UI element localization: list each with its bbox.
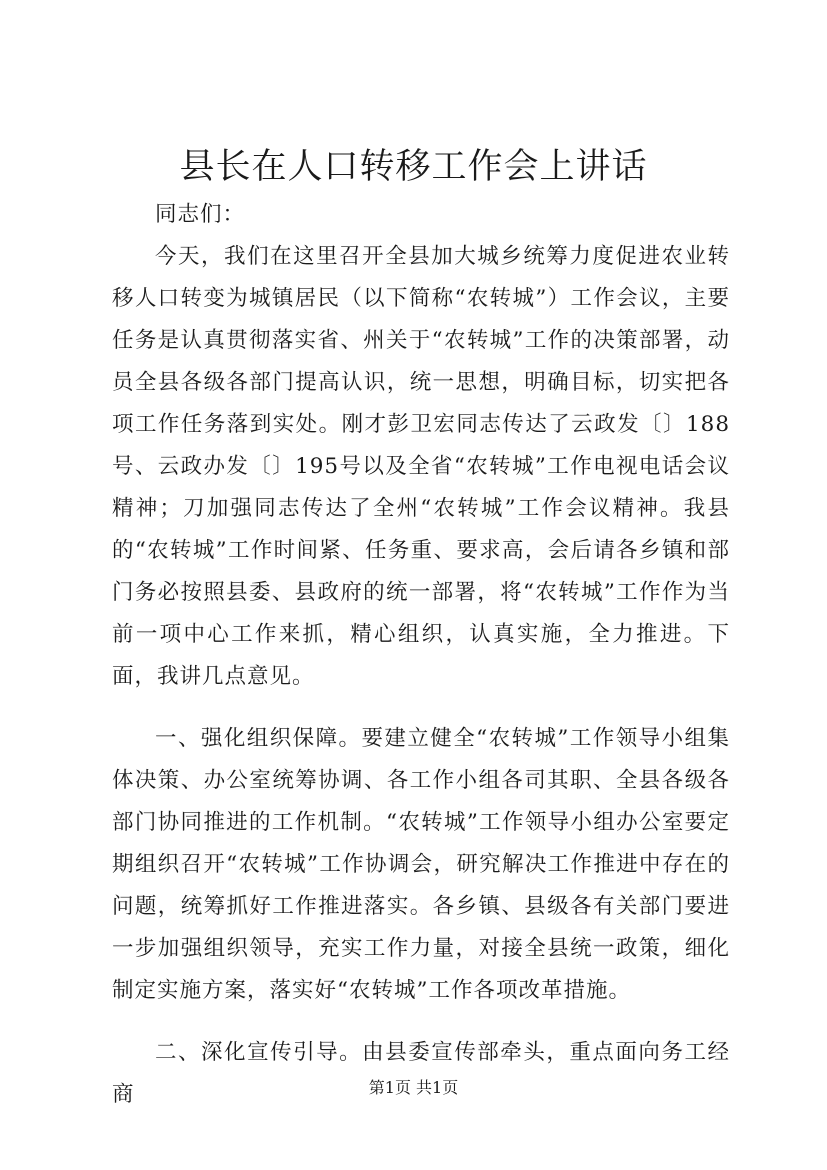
paragraph-organization: 一、强化组织保障。要建立健全“农转城”工作领导小组集体决策、办公室统筹协调、各工作小组各司其职、全县各级各部门协同推进的工作机制。“农转城”工作领导小组办公室要定期组织召开“农转城”工作协调会，研究解决工作推进中存在的问题，统筹抓好工作推进落实。各乡镇、县级各有关部门要进一步加强组织领导，充实工作力量，对接全县统一政策，细化制定实施方案，落实好“农转城”工作各项改革措施。 [112, 726, 730, 1003]
paragraph-intro: 今天，我们在这里召开全县加大城乡统筹力度促进农业转移人口转变为城镇居民（以下简称“农转城”）工作会议，主要任务是认真贯彻落实省、州关于“农转城”工作的决策部署，动员全县各级各部门提高认识，统一思想，明确目标，切实把各项工作任务落到实处。刚才彭卫宏同志传达了云政发〔〕188号、云政办发〔〕195号以及全省“农转城”工作电视电话会议精神；刀加强同志传达了全州“农转城”工作会议精神。我县的“农转城”工作时间紧、任务重、要求高，会后请各乡镇和部门务必按照县委、县政府的统一部署，将“农转城”工作作为当前一项中心工作来抓，精心组织，认真实施，全力推进。下面，我讲几点意见。 [112, 244, 730, 689]
salutation: 同志们： [155, 202, 246, 227]
document-body [112, 194, 730, 1116]
page-title: 县长在人口转移工作会上讲话 [179, 147, 648, 187]
page-footer: 第1页 共1页 [368, 1078, 459, 1097]
paragraph-publicity: 二、深化宣传引导。由县委宣传部牵头，重点面向务工经商 [112, 1040, 730, 1107]
